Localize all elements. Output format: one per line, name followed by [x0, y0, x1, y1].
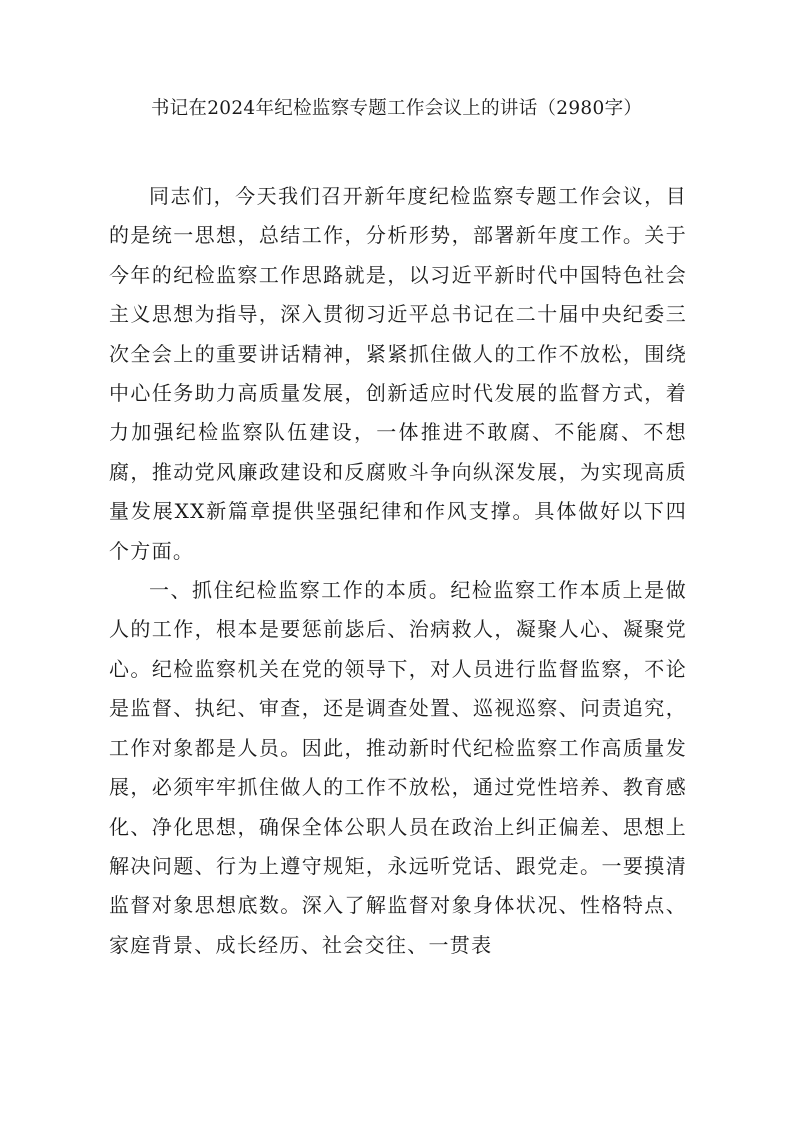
paragraph-intro: 同志们，今天我们召开新年度纪检监察专题工作会议，目的是统一思想，总结工作，分析形势，部署新年度工作。关于今年的纪检监察工作思路就是，以习近平新时代中国特色社会主义思想为指导，深入贯彻习近平总书记在二十届中央纪委三次全会上的重要讲话精神，紧紧抓住做人的工作不放松，围绕中心任务助力高质量发展，创新适应时代发展的监督方式，着力加强纪检监察队伍建设，一体推进不敢腐、不能腐、不想腐，推动党风廉政建设和反腐败斗争向纵深发展，为实现高质量发展XX新篇章提供坚强纪律和作风支撑。具体做好以下四个方面。 [109, 184, 687, 563]
paragraph-section-one: 一、抓住纪检监察工作的本质。纪检监察工作本质上是做人的工作，根本是要惩前毖后、治病救人，凝聚人心、凝聚党心。纪检监察机关在党的领导下，对人员进行监督监察，不论是监督、执纪、审查，还是调查处置、巡视巡察、问责追究，工作对象都是人员。因此，推动新时代纪检监察工作高质量发展，必须牢牢抓住做人的工作不放松，通过党性培养、教育感化、净化思想，确保全体公职人员在政治上纠正偏差、思想上解决问题、行为上遵守规矩，永远听党话、跟党走。一要摸清监督对象思想底数。深入了解监督对象身体状况、性格特点、家庭背景、成长经历、社会交往、一贯表 [109, 578, 687, 957]
document-body [109, 177, 687, 965]
document-title: 书记在2024年纪检监察专题工作会议上的讲话（2980字） [150, 98, 643, 119]
